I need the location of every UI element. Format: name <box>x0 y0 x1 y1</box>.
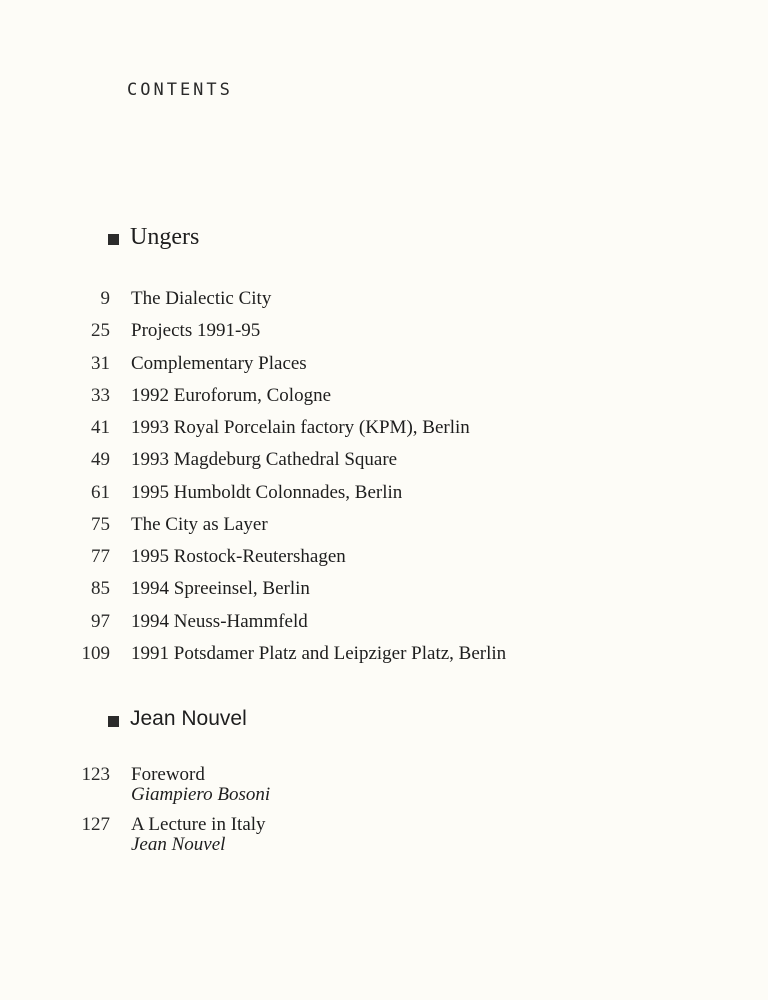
section-heading-ungers <box>108 224 199 251</box>
page-number: 109 <box>81 642 110 664</box>
entry-title: 1993 Magdeburg Cathedral Square <box>131 449 398 471</box>
entry-title: 1991 Potsdamer Platz and Leipziger Platz, Berlin <box>131 642 507 664</box>
page-title: CONTENTS <box>127 80 233 100</box>
entry-author: Giampiero Bosoni <box>131 784 271 805</box>
entry-title: 1994 Neuss-Hammfeld <box>131 610 308 632</box>
entry-title: 1995 Rostock-Reutershagen <box>131 546 346 567</box>
list-item <box>0 319 768 351</box>
page-number: 75 <box>91 513 110 535</box>
bullet-square-icon <box>108 716 119 727</box>
list-item <box>0 642 768 674</box>
list-item <box>0 352 768 384</box>
section-heading-label: Jean Nouvel <box>130 707 247 730</box>
entry-title: 1993 Royal Porcelain factory (KPM), Berlin <box>131 417 470 438</box>
page-number: 61 <box>91 481 110 503</box>
entry-author: Jean Nouvel <box>131 834 226 855</box>
page-number: 33 <box>91 384 110 406</box>
page-number: 9 <box>100 288 110 309</box>
entry-title: Complementary Places <box>131 352 307 374</box>
bullet-square-icon <box>108 234 119 245</box>
list-item <box>0 513 768 545</box>
contents-list-jean-nouvel <box>0 765 768 865</box>
section-heading-label: Ungers <box>130 224 200 250</box>
list-item <box>0 815 768 865</box>
entry-title: The City as Layer <box>131 513 268 535</box>
page-number: 127 <box>81 814 110 835</box>
entry-title: Projects 1991-95 <box>131 320 261 342</box>
page-number: 25 <box>91 320 110 342</box>
list-item <box>0 287 768 319</box>
page-number: 77 <box>91 546 110 567</box>
contents-list-ungers <box>0 287 768 674</box>
page-number: 85 <box>91 578 110 600</box>
list-item <box>0 416 768 448</box>
entry-title: 1995 Humboldt Colonnades, Berlin <box>131 481 403 503</box>
list-item <box>0 481 768 513</box>
entry-title: Foreword <box>131 764 205 785</box>
entry-title: 1992 Euroforum, Cologne <box>131 384 332 406</box>
section-heading-jean-nouvel <box>108 707 247 731</box>
list-item <box>0 765 768 815</box>
page-number: 49 <box>91 449 110 471</box>
list-item <box>0 545 768 577</box>
entry-title: 1994 Spreeinsel, Berlin <box>131 578 310 600</box>
page-number: 123 <box>81 764 110 785</box>
page-number: 97 <box>91 610 110 632</box>
page-number: 41 <box>91 417 110 438</box>
list-item <box>0 448 768 480</box>
page-number: 31 <box>91 352 110 374</box>
entry-title: A Lecture in Italy <box>131 814 266 835</box>
list-item <box>0 384 768 416</box>
list-item <box>0 610 768 642</box>
entry-title: The Dialectic City <box>131 288 272 309</box>
list-item <box>0 577 768 609</box>
